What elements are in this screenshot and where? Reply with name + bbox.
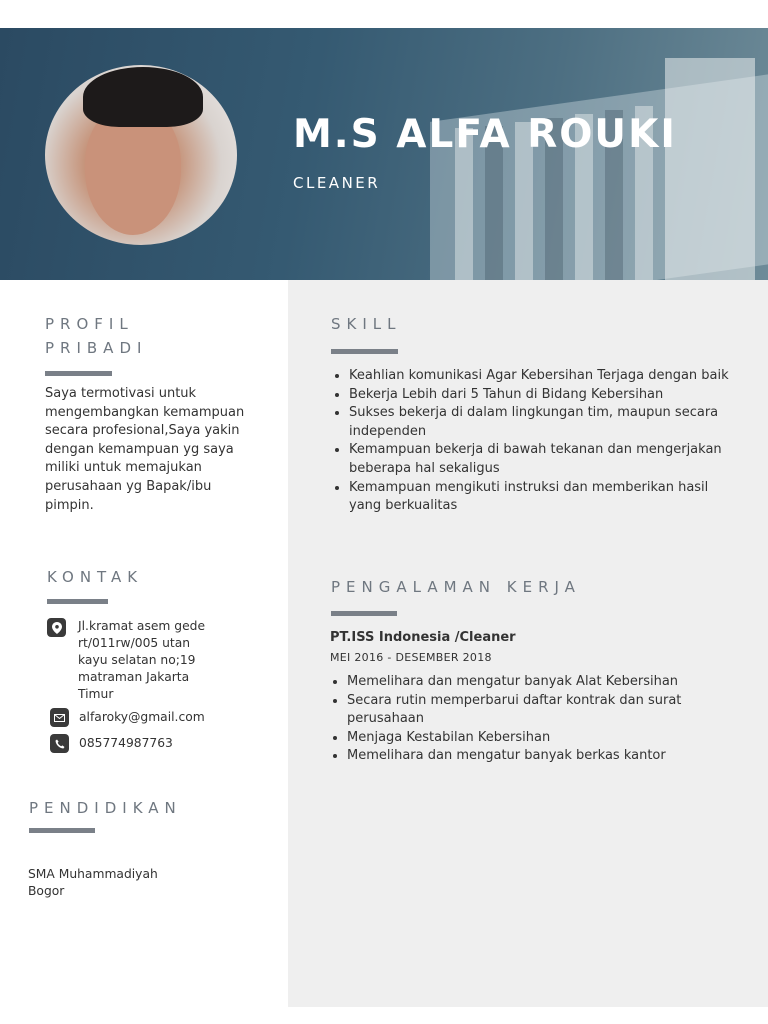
location-icon xyxy=(47,618,66,637)
experience-list xyxy=(329,673,742,766)
education-school xyxy=(28,866,158,899)
contact-email[interactable]: alfaroky@gmail.com xyxy=(79,710,205,724)
address-line: rt/011rw/005 utan xyxy=(78,636,191,650)
contact-address xyxy=(78,618,205,703)
education-title: PENDIDIKAN xyxy=(29,799,182,817)
list-item: • Keahlian komunikasi Agar Kebersihan Terjaga dengan baik xyxy=(349,367,734,386)
job-title: PT.ISS Indonesia /Cleaner xyxy=(330,630,516,645)
profile-photo-hair xyxy=(83,67,203,127)
list-item: • Memelihara dan mengatur banyak Alat Kebersihan xyxy=(347,673,742,692)
banner-background xyxy=(665,58,755,280)
profile-rule xyxy=(45,371,112,376)
experience-title: PENGALAMAN KERJA xyxy=(331,578,581,596)
list-item: • Bekerja Lebih dari 5 Tahun di Bidang Kebersihan xyxy=(349,386,734,405)
address-line: kayu selatan no;19 xyxy=(78,653,196,667)
profile-title-line2: PRIBADI xyxy=(45,339,148,357)
address-line: matraman Jakarta xyxy=(78,670,190,684)
profile-title-line1: PROFIL xyxy=(45,315,134,333)
address-line: Jl.kramat asem gede xyxy=(78,619,206,633)
skill-list xyxy=(331,367,734,516)
profile-photo xyxy=(45,65,237,245)
list-item: • Memelihara dan mengatur banyak berkas kantor xyxy=(347,747,742,766)
list-item: • Kemampuan mengikuti instruksi dan memberikan hasil yang berkualitas xyxy=(349,479,734,516)
contact-title: KONTAK xyxy=(47,568,144,586)
education-school-line: SMA Muhammadiyah xyxy=(28,867,158,881)
profile-text: Saya termotivasi untuk mengembangkan kemampuan secara profesional,Saya yakin dengan kemampuan yg saya miliki untuk memajukan perusahaan yg Bapak/ibu pimpin. xyxy=(45,386,245,513)
candidate-role: CLEANER xyxy=(293,174,381,192)
education-rule xyxy=(29,828,95,833)
contact-rule xyxy=(47,599,108,604)
list-item: • Sukses bekerja di dalam lingkungan tim, maupun secara independen xyxy=(349,404,734,441)
list-item: • Menjaga Kestabilan Kebersihan xyxy=(347,729,742,748)
skill-title: SKILL xyxy=(331,315,402,333)
skill-rule xyxy=(331,349,398,354)
job-date: MEI 2016 - DESEMBER 2018 xyxy=(330,651,492,664)
contact-email-row xyxy=(50,708,205,727)
list-item: • Secara rutin memperbarui daftar kontrak dan surat perusahaan xyxy=(347,692,742,729)
phone-icon xyxy=(50,734,69,753)
contact-address-row xyxy=(47,618,205,703)
experience-rule xyxy=(331,611,397,616)
candidate-name: M.S ALFA ROUKI xyxy=(293,112,677,157)
contact-phone-row xyxy=(50,734,173,753)
email-icon xyxy=(50,708,69,727)
list-item: • Kemampuan bekerja di bawah tekanan dan mengerjakan beberapa hal sekaligus xyxy=(349,441,734,478)
education-school-line: Bogor xyxy=(28,883,65,898)
address-line: Timur xyxy=(78,687,114,701)
contact-phone[interactable]: 085774987763 xyxy=(79,736,173,750)
